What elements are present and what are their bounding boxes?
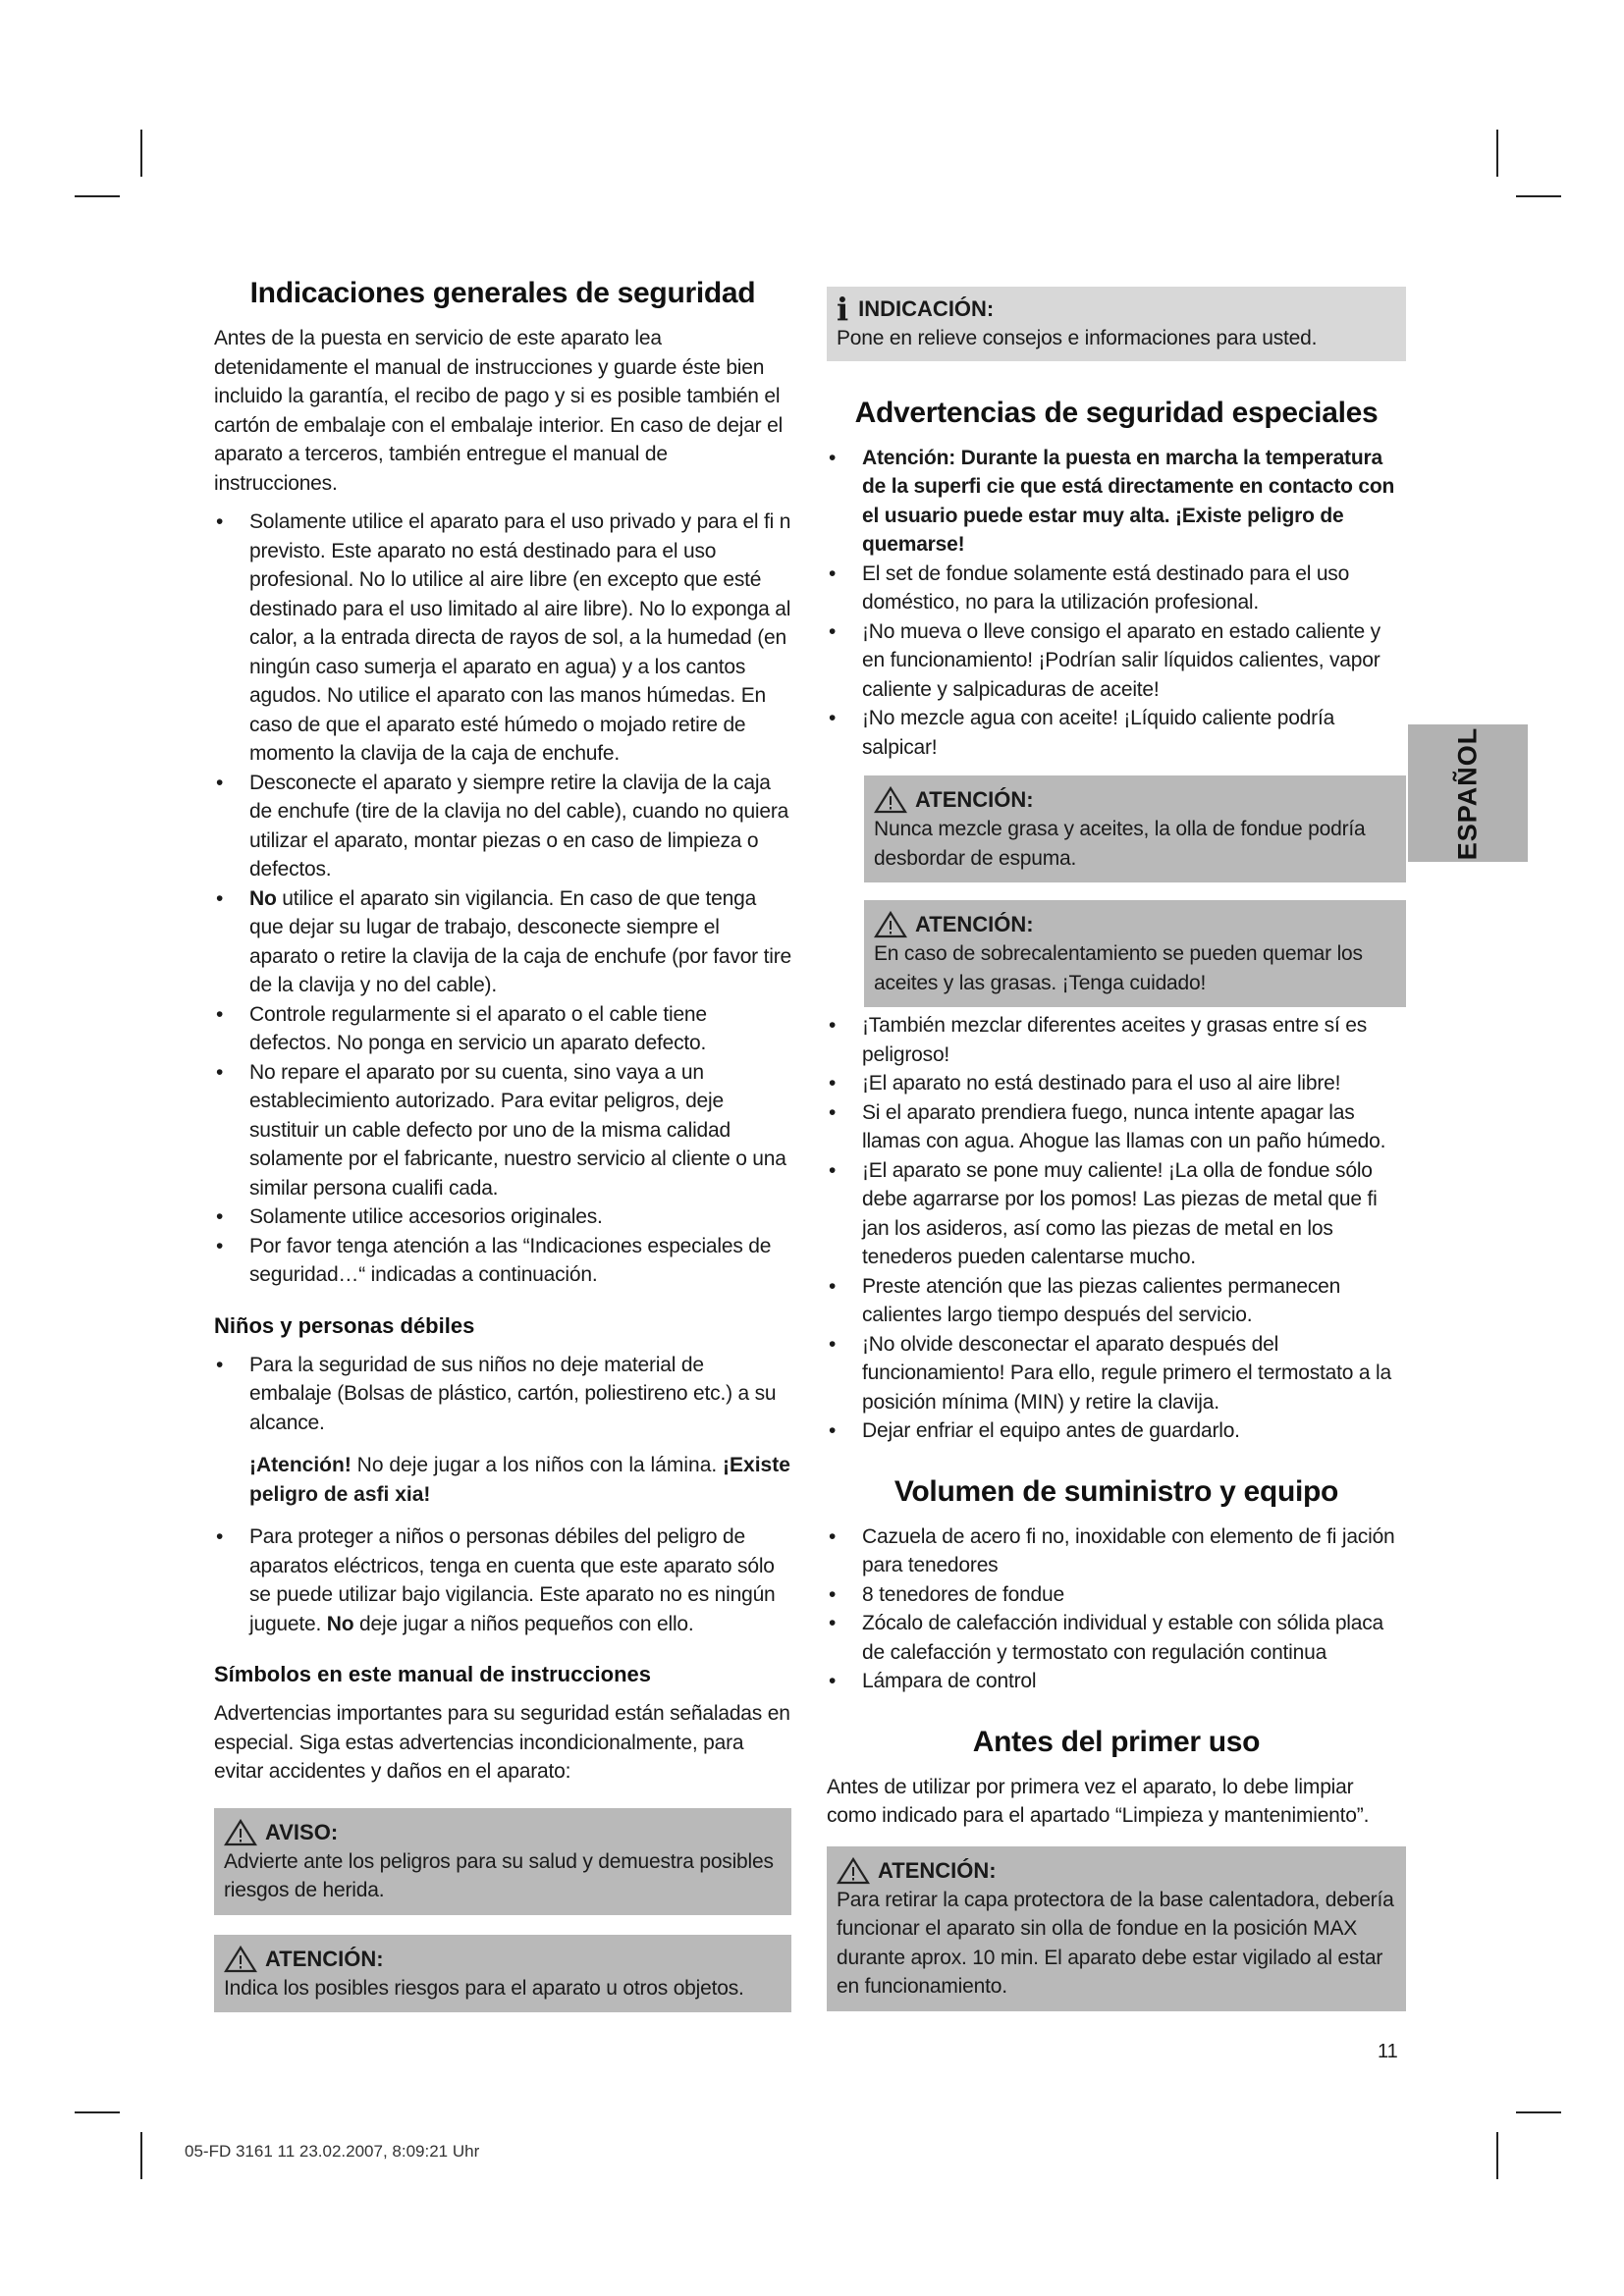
crop-mark	[75, 2111, 120, 2113]
list-item: • ¡No mueva o lleve consigo el aparato en estado caliente y en funcionamiento! ¡Podrían salir líquidos calientes, vapor caliente y salpicaduras de aceite!	[829, 619, 1380, 701]
right-column	[827, 287, 1406, 2011]
list-item: • Desconecte el aparato y siempre retire la clavija de la caja de enchufe (tire de la clavija no del cable), cuando no quiera utilizar el aparato, montar piezas o en caso de limpieza o defectos.	[216, 771, 789, 881]
list-item: • El set de fondue solamente está destinado para el uso doméstico, no para la utilización profesional.	[829, 561, 1350, 614]
section-title-special-safety: Advertencias de seguridad especiales	[854, 396, 1379, 429]
children-warning-note: ¡Atención! No deje jugar a los niños con la lámina. ¡Existe peligro de asfi xia!	[249, 1454, 790, 1506]
aviso-text: Advierte ante los peligros para su salud y demuestra posibles riesgos de herida.	[224, 1849, 774, 1901]
list-item: • No repare el aparato por su cuenta, sino vaya a un establecimiento autorizado. Para evitar peligros, deje sustituir un cable defecto por uno de la misma calidad solamente por el fabricante, nuestro servicio al cliente o una similar persona cualifi cada.	[216, 1060, 786, 1200]
list-item: • 8 tenedores de fondue	[829, 1582, 1064, 1606]
box3-text: Para retirar la capa protectora de la base calentadora, debería funcionar el aparato sin olla de fondue en la posición MAX durante aprox. 10 min. El aparato debe estar vigilado al estar en funcionamiento.	[837, 1888, 1394, 1998]
aviso-box	[214, 1808, 791, 1915]
info-icon: i	[837, 291, 849, 328]
box1-text: Nunca mezcle grasa y aceites, la olla de fondue podría desbordar de espuma.	[874, 818, 1366, 870]
section-title-supply: Volumen de suministro y equipo	[893, 1474, 1339, 1508]
list-item: • No utilice el aparato sin vigilancia. En caso de que tenga que dejar su lugar de trabajo, desconecte siempre el aparato o retire la clavija de la caja de enchufe (por favor tire de la clavija y no del cable).	[216, 886, 791, 996]
list-item: • ¡No mezcle agua con aceite! ¡Líquido caliente podría salpicar!	[829, 707, 1335, 759]
list-item: • Lámpara de control	[829, 1670, 1037, 1692]
crop-mark	[140, 130, 142, 177]
children-list	[214, 1351, 791, 1438]
list-item: • Para la seguridad de sus niños no deje material de embalaje (Bolsas de plástico, cartón, poliestireno etc.) a su alcance.	[216, 1353, 777, 1434]
crop-mark	[1516, 2111, 1561, 2113]
indicacion-title: INDICACIÓN:	[858, 296, 995, 321]
list-item: • Dejar enfriar el equipo antes de guardarlo.	[829, 1419, 1240, 1442]
list-item: • Controle regularmente si el aparato o el cable tiene defectos. No ponga en servicio un aparato defecto.	[216, 1002, 707, 1054]
list-item: • Por favor tenga atención a las “Indicaciones especiales de seguridad…“ indicadas a continuación.	[216, 1234, 772, 1286]
atencion-box-overheat	[864, 900, 1406, 1007]
warning-triangle-icon	[224, 1946, 257, 1973]
crop-mark	[1516, 195, 1561, 197]
atencion-box-foam	[864, 775, 1406, 882]
print-footer: 05-FD 3161 11 23.02.2007, 8:09:21 Uhr	[185, 2142, 480, 2161]
box2-text: En caso de sobrecalentamiento se pueden quemar los aceites y las grasas. ¡Tenga cuidado!	[874, 942, 1363, 994]
page-number: 11	[1378, 2041, 1398, 2062]
list-item: • Preste atención que las piezas calientes permanecen calientes largo tiempo después del servicio.	[829, 1274, 1341, 1326]
warning-triangle-icon	[874, 786, 907, 814]
box1-title: ATENCIÓN:	[915, 787, 1034, 812]
indicacion-text: Pone en relieve consejos e informaciones para usted.	[837, 327, 1318, 349]
supply-list	[827, 1522, 1406, 1696]
language-side-tab	[1408, 724, 1528, 862]
atencion-box-first-use	[827, 1846, 1406, 2011]
aviso-title: AVISO:	[265, 1819, 339, 1844]
list-item: • Atención: Durante la puesta en marcha la temperatura de la superfi cie que está directamente en contacto con el usuario puede estar muy alta. ¡Existe peligro de quemarse!	[829, 446, 1395, 556]
warning-triangle-icon	[874, 911, 907, 938]
language-label: ESPAÑOL	[1452, 726, 1483, 860]
crop-mark	[140, 2132, 142, 2179]
special-safety-list-2	[827, 1011, 1406, 1446]
crop-mark	[75, 195, 120, 197]
list-item: • Para proteger a niños o personas débiles del peligro de aparatos eléctricos, tenga en cuenta que este aparato sólo se puede utilizar bajo vigilancia. Este aparato no es ningún juguete. No deje jugar a niños pequeños con ello.	[216, 1525, 776, 1635]
list-item: • Cazuela de acero fi no, inoxidable con elemento de fi jación para tenedores	[829, 1524, 1395, 1576]
section-title-first-use: Antes del primer uso	[972, 1725, 1261, 1758]
box2-title: ATENCIÓN:	[915, 912, 1034, 936]
crop-mark	[1496, 2132, 1498, 2179]
list-item: • Solamente utilice el aparato para el uso privado y para el fi n previsto. Este aparato no está destinado para el uso profesional. No lo utilice al aire libre (en excepto que esté destinado para el uso limitado al aire libre). No lo exponga al calor, a la entrada directa de rayos de sol, a la humedad (en ningún caso sumerja el aparato en agua) y a los cantos agudos. No utilice el aparato con las manos húmedas. En caso de que el aparato esté húmedo o mojado retire de momento la clavija de la caja de enchufe.	[216, 510, 791, 765]
list-item: • ¡No olvide desconectar el aparato después del funcionamiento! Para ello, regule primero el termostato a la posición mínima (MIN) y retire la clavija.	[829, 1332, 1391, 1414]
symbols-paragraph: Advertencias importantes para su seguridad están señaladas en especial. Siga estas advertencias incondicionalmente, para evitar accidentes y daños en el aparato:	[214, 1702, 790, 1783]
list-item: • Solamente utilice accesorios originales.	[216, 1205, 603, 1228]
list-item: • Si el aparato prendiera fuego, nunca intente apagar las llamas con agua. Ahogue las llamas con un paño húmedo.	[829, 1100, 1386, 1152]
warning-triangle-icon	[224, 1819, 257, 1846]
list-item: • ¡El aparato no está destinado para el uso al aire libre!	[829, 1072, 1341, 1095]
general-safety-list	[214, 507, 791, 1290]
symbols-heading: Símbolos en este manual de instrucciones	[214, 1662, 652, 1686]
crop-mark	[1496, 130, 1498, 177]
left-column	[214, 277, 791, 2012]
section-title-general-safety: Indicaciones generales de seguridad	[249, 277, 756, 309]
atencion-box	[214, 1935, 791, 2013]
intro-paragraph: Antes de la puesta en servicio de este aparato lea detenidamente el manual de instrucciones y guarde éste bien incluido la garantía, el recibo de pago y si es posible también el cartón de embalaje con el embalaje interior. En caso de dejar el aparato a terceros, también entregue el manual de instrucciones.	[214, 327, 784, 495]
list-item: • Zócalo de calefacción individual y estable con sólida placa de calefacción y termostato con regulación continua	[829, 1612, 1384, 1664]
box3-title: ATENCIÓN:	[878, 1857, 997, 1883]
children-list-2	[214, 1522, 791, 1638]
children-heading: Niños y personas débiles	[214, 1312, 475, 1338]
warning-triangle-icon	[837, 1857, 870, 1885]
atencion-text: Indica los posibles riesgos para el aparato u otros objetos.	[224, 1976, 744, 2000]
list-item: • ¡También mezclar diferentes aceites y grasas entre sí es peligroso!	[829, 1014, 1368, 1066]
list-item: • ¡El aparato se pone muy caliente! ¡La olla de fondue sólo debe agarrarse por los pomos! Las piezas de metal que fi jan los asideros, así como las piezas de metal en los tenederos pueden calentarse mucho.	[829, 1158, 1378, 1268]
first-use-paragraph: Antes de utilizar por primera vez el aparato, lo debe limpiar como indicado para el apartado “Limpieza y mantenimiento”.	[827, 1775, 1370, 1827]
atencion-title: ATENCIÓN:	[265, 1946, 384, 1971]
special-safety-list	[827, 444, 1406, 763]
indicacion-box	[827, 287, 1406, 361]
